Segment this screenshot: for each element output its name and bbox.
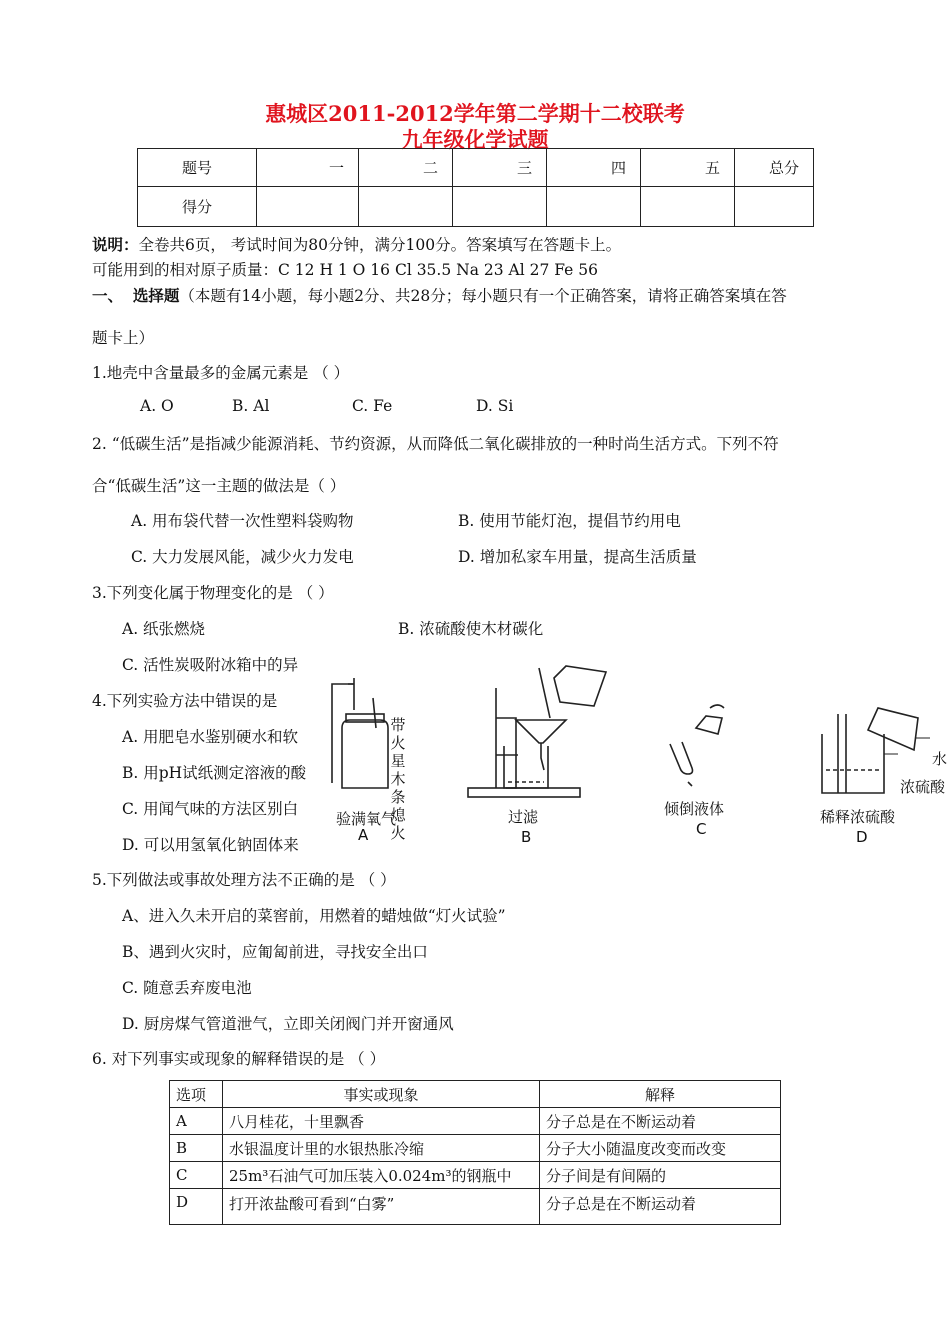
figure-c-caption: 倾倒液体	[664, 800, 725, 818]
question-2-option-c: C. 大力发展风能，减少火力发电	[131, 548, 354, 566]
explanation-fact-cell: 八月桂花，十里飘香	[223, 1108, 540, 1135]
question-3-option-b: B. 浓硫酸使木材碳化	[398, 620, 544, 638]
atomic-masses: 可能用到的相对原子质量：C 12 H 1 O 16 Cl 35.5 Na 23 Al 27 Fe 56	[92, 261, 598, 279]
explanation-reason-cell: 分子总是在不断运动着	[540, 1189, 781, 1225]
exam-note	[92, 233, 621, 255]
explanation-option-cell: A	[170, 1108, 223, 1135]
score-header-cell: 一	[257, 149, 359, 187]
score-table-score-row	[138, 187, 814, 227]
explanation-table	[169, 1080, 781, 1225]
question-1-stem: 1.地壳中含量最多的金属元素是 （ ）	[92, 364, 350, 382]
question-5-stem: 5.下列做法或事故处理方法不正确的是 （ ）	[92, 871, 396, 889]
question-4-stem: 4.下列实验方法中错误的是	[92, 692, 278, 710]
question-2-stem: 2. “低碳生活”是指减少能源消耗、节约资源，从而降低二氧化碳排放的一种时尚生活方式。下列不符	[92, 435, 779, 453]
explanation-header-cell: 解释	[540, 1081, 781, 1108]
section1-heading	[92, 284, 787, 306]
score-header-cell: 五	[641, 149, 735, 187]
score-header-cell: 三	[453, 149, 547, 187]
score-header-cell: 总分	[735, 149, 814, 187]
score-header-cell: 二	[359, 149, 453, 187]
score-header-cell: 题号	[138, 149, 257, 187]
score-header-cell: 四	[547, 149, 641, 187]
question-5-option-a: A、进入久未开启的菜窖前，用燃着的蜡烛做“灯火试验”	[122, 907, 506, 925]
question-3-stem: 3.下列变化属于物理变化的是 （ ）	[92, 584, 334, 602]
question-5-option-c: C. 随意丢弃废电池	[122, 979, 252, 997]
explanation-option-cell: D	[170, 1189, 223, 1225]
explanation-table-header	[170, 1081, 781, 1108]
explanation-header-cell: 选项	[170, 1081, 223, 1108]
figure-b-caption: 过滤	[508, 808, 539, 826]
score-cell	[641, 187, 735, 227]
explanation-table-row	[170, 1108, 781, 1135]
note-text: 全卷共6页， 考试时间为80分钟，满分100分。答案填写在答题卡上。	[138, 236, 622, 254]
question-2-stem-cont: 合“低碳生活”这一主题的做法是（ ）	[92, 477, 346, 495]
question-4-option-c: C. 用闻气味的方法区别白	[122, 800, 299, 818]
section1-desc-cont: 题卡上）	[92, 329, 155, 347]
question-4-option-a: A. 用肥皂水鉴别硬水和软	[122, 728, 299, 746]
experiment-figure	[318, 658, 950, 858]
explanation-reason-cell: 分子间是有间隔的	[540, 1162, 781, 1189]
explanation-option-cell: B	[170, 1135, 223, 1162]
question-2-option-d: D. 增加私家车用量，提高生活质量	[458, 548, 697, 566]
explanation-reason-cell: 分子总是在不断运动着	[540, 1108, 781, 1135]
question-1-option-d: D. Si	[476, 397, 514, 415]
question-1-option-b: B. Al	[232, 397, 270, 415]
question-4-option-b: B. 用pH试纸测定溶液的酸	[122, 764, 307, 782]
section1-desc: （本题有14小题，每小题2分、共28分；每小题只有一个正确答案，请将正确答案填在答	[179, 287, 787, 305]
explanation-fact-cell: 25m³石油气可加压装入0.024m³的钢瓶中	[223, 1162, 540, 1189]
question-5-option-b: B、遇到火灾时，应匍匐前进，寻找安全出口	[122, 943, 428, 961]
exam-title-line2: 九年级化学试题	[401, 127, 549, 152]
figure-d-acid-label: 浓硫酸	[900, 778, 946, 796]
figure-d-water-label: 水	[932, 750, 948, 768]
explanation-reason-cell: 分子大小随温度改变而改变	[540, 1135, 781, 1162]
score-table	[137, 148, 814, 227]
figure-a-caption: 验满氧气	[336, 810, 397, 828]
figure-b-label: B	[521, 828, 532, 846]
figure-c-label: C	[696, 820, 707, 838]
score-cell	[257, 187, 359, 227]
explanation-header-cell: 事实或现象	[223, 1081, 540, 1108]
score-row-label: 得分	[138, 187, 257, 227]
score-table-header-row	[138, 149, 814, 187]
figure-d-label: D	[856, 828, 868, 846]
explanation-fact-cell: 打开浓盐酸可看到“白雾”	[223, 1189, 540, 1225]
note-label: 说明：	[92, 235, 139, 254]
question-1-option-c: C. Fe	[352, 397, 393, 415]
figure-d-caption: 稀释浓硫酸	[820, 808, 896, 826]
figure-a-label: A	[358, 826, 369, 844]
question-1-option-a: A. O	[140, 397, 174, 415]
section1-number: 一、	[92, 286, 124, 305]
explanation-table-row	[170, 1135, 781, 1162]
exam-title-line1: 惠城区2011-2012学年第二学期十二校联考	[265, 101, 685, 126]
explanation-fact-cell: 水银温度计里的水银热胀冷缩	[223, 1135, 540, 1162]
score-cell	[547, 187, 641, 227]
question-2-option-b: B. 使用节能灯泡，提倡节约用电	[458, 512, 681, 530]
figure-a-side-text: 带火星木条熄火	[390, 716, 406, 842]
score-cell	[735, 187, 814, 227]
question-2-option-a: A. 用布袋代替一次性塑料袋购物	[131, 512, 354, 530]
score-cell	[359, 187, 453, 227]
question-6-stem: 6. 对下列事实或现象的解释错误的是 （ ）	[92, 1050, 386, 1068]
question-5-option-d: D. 厨房煤气管道泄气，立即关闭阀门并开窗通风	[122, 1015, 454, 1033]
section1-title: 选择题	[132, 286, 180, 305]
question-4-option-d: D. 可以用氢氧化钠固体来	[122, 836, 299, 854]
explanation-option-cell: C	[170, 1162, 223, 1189]
score-cell	[453, 187, 547, 227]
explanation-table-row	[170, 1162, 781, 1189]
question-3-option-a: A. 纸张燃烧	[122, 620, 206, 638]
question-3-option-c: C. 活性炭吸附冰箱中的异	[122, 656, 299, 674]
explanation-table-row	[170, 1189, 781, 1225]
